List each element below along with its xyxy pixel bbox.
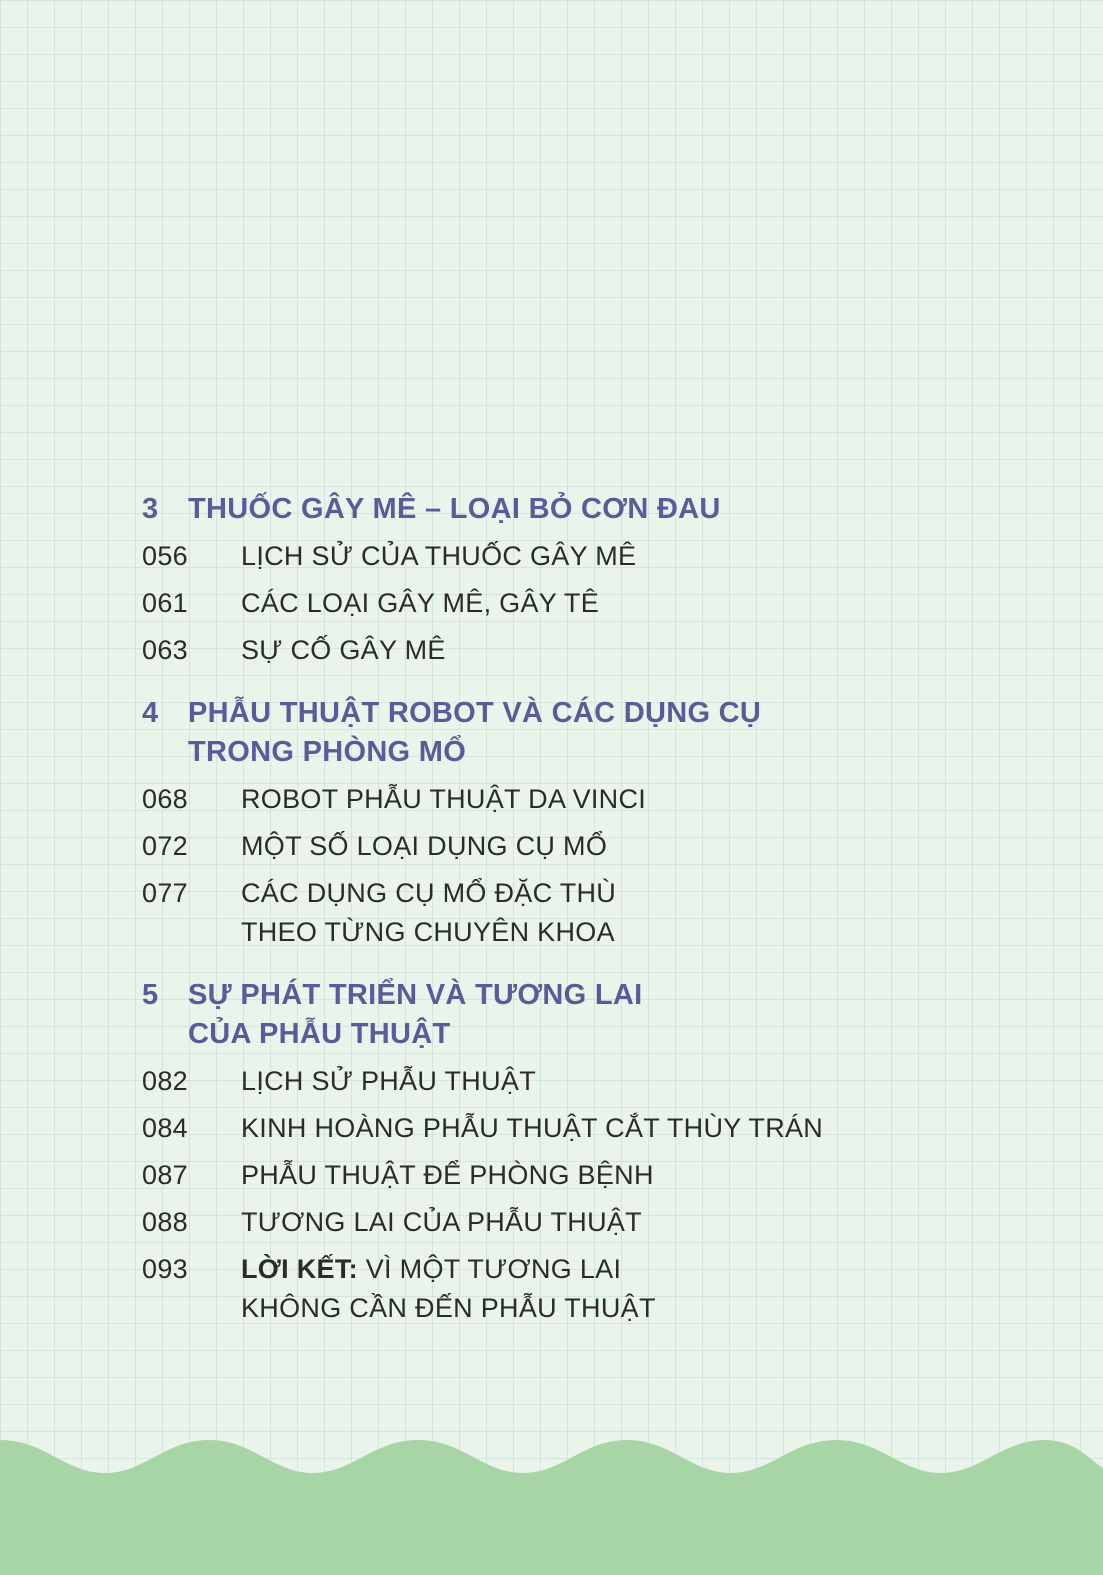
closing-label: LỜI KẾT: (241, 1254, 358, 1284)
entry-title-line: THEO TỪNG CHUYÊN KHOA (241, 917, 615, 947)
entry-title: ROBOT PHẪU THUẬT DA VINCI (241, 784, 647, 814)
entry-title: PHẪU THUẬT ĐỂ PHÒNG BỆNH (241, 1160, 654, 1190)
page-number: 072 (142, 831, 188, 861)
section-number: 4 (142, 697, 159, 729)
footer-wave-shape (0, 1440, 1103, 1575)
entry-title-line (241, 1250, 656, 1289)
toc-entry (142, 1062, 1022, 1101)
footer-wave (0, 1440, 1103, 1575)
page-number: 093 (142, 1254, 188, 1284)
toc-entry (142, 1250, 1022, 1328)
toc-entry (142, 537, 1022, 576)
page-number: 068 (142, 784, 188, 814)
entry-title: TƯƠNG LAI CỦA PHẪU THUẬT (241, 1207, 642, 1237)
page-number: 077 (142, 878, 188, 908)
toc-entry (142, 584, 1022, 623)
toc-entry (142, 1203, 1022, 1242)
section-title-line: PHẪU THUẬT ROBOT VÀ CÁC DỤNG CỤ (188, 697, 762, 729)
section-title-line: SỰ PHÁT TRIỂN VÀ TƯƠNG LAI (188, 979, 643, 1011)
section-heading (142, 490, 1022, 529)
section-title: THUỐC GÂY MÊ – LOẠI BỎ CƠN ĐAU (188, 493, 721, 525)
section-number: 5 (142, 979, 159, 1011)
entry-title: LỊCH SỬ PHẪU THUẬT (241, 1066, 537, 1096)
toc-entry (142, 874, 1022, 952)
toc-entry (142, 1109, 1022, 1148)
entry-title: SỰ CỐ GÂY MÊ (241, 635, 446, 665)
entry-title: CÁC LOẠI GÂY MÊ, GÂY TÊ (241, 588, 600, 618)
page-number: 082 (142, 1066, 188, 1096)
entry-title: MỘT SỐ LOẠI DỤNG CỤ MỔ (241, 831, 608, 861)
toc-section-5 (142, 976, 1022, 1328)
toc-entry (142, 780, 1022, 819)
page-number: 084 (142, 1113, 188, 1143)
toc-entry (142, 1156, 1022, 1195)
section-title-line: CỦA PHẪU THUẬT (188, 1018, 451, 1050)
entry-title: LỊCH SỬ CỦA THUỐC GÂY MÊ (241, 541, 637, 571)
page-number: 056 (142, 541, 188, 571)
toc-entry (142, 827, 1022, 866)
toc-section-3 (142, 490, 1022, 670)
section-heading (142, 694, 1022, 772)
page-number: 061 (142, 588, 188, 618)
section-number: 3 (142, 493, 159, 525)
entry-title: KINH HOÀNG PHẪU THUẬT CẮT THÙY TRÁN (241, 1113, 824, 1143)
section-heading (142, 976, 1022, 1054)
entry-title-line: KHÔNG CẦN ĐẾN PHẪU THUẬT (241, 1293, 656, 1323)
page-number: 063 (142, 635, 188, 665)
table-of-contents (142, 490, 1022, 1328)
toc-entry (142, 631, 1022, 670)
page-number: 087 (142, 1160, 188, 1190)
entry-title-text: VÌ MỘT TƯƠNG LAI (357, 1254, 622, 1284)
entry-title-line: CÁC DỤNG CỤ MỔ ĐẶC THÙ (241, 878, 617, 908)
toc-section-4 (142, 694, 1022, 952)
section-title-line: TRONG PHÒNG MỔ (188, 736, 467, 768)
page-number: 088 (142, 1207, 188, 1237)
